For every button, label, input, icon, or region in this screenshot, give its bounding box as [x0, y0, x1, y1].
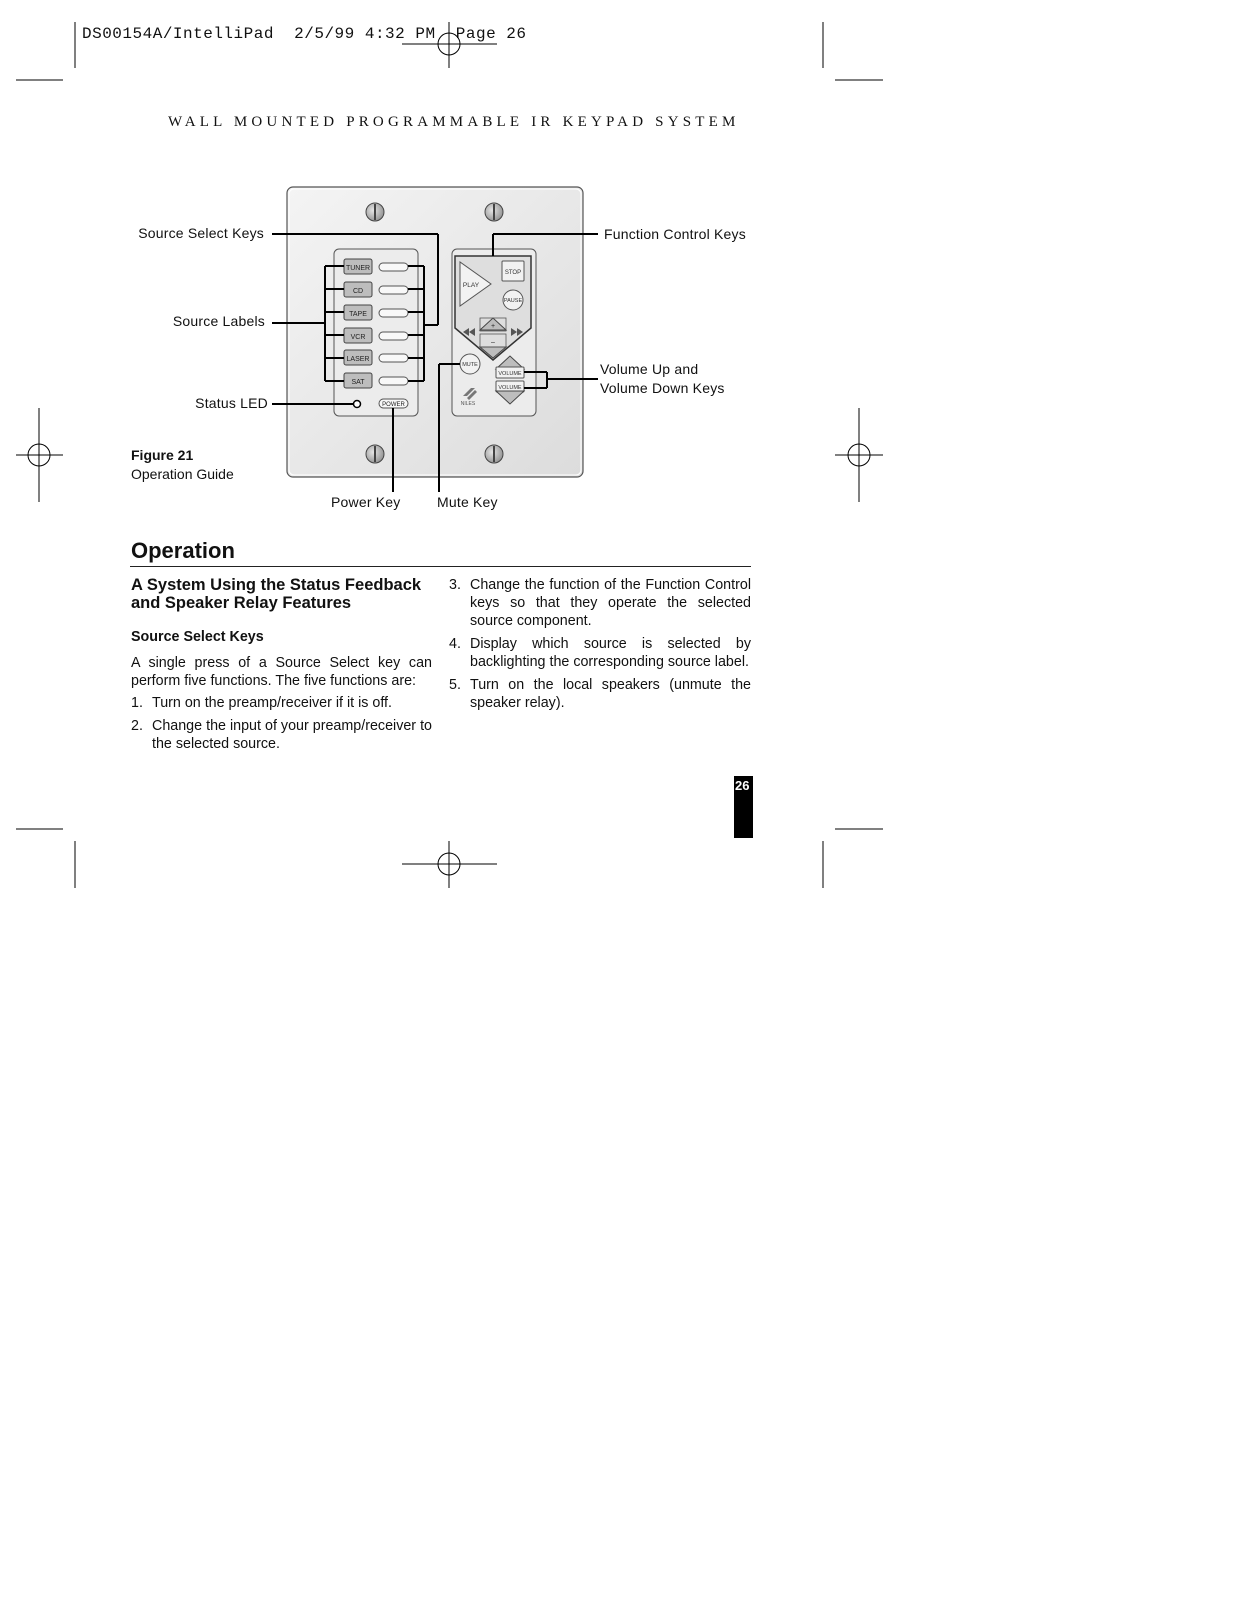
callout-status-led: Status LED	[195, 395, 268, 411]
play-key-label: PLAY	[462, 282, 480, 289]
right-column	[449, 576, 751, 717]
callout-volume-line1: Volume Up and	[600, 361, 699, 377]
function-list	[131, 694, 432, 753]
callout-volume-line2: Volume Down Keys	[600, 380, 725, 396]
function-list-continued	[449, 576, 751, 712]
running-head: WALL MOUNTED PROGRAMMABLE IR KEYPAD SYSTEM	[168, 114, 740, 130]
mute-key-label: MUTE	[462, 362, 478, 368]
callout-source-select-keys: Source Select Keys	[138, 225, 264, 241]
source-label-window	[379, 332, 408, 340]
figure-caption	[131, 446, 234, 484]
list-item: 2. Change the input of your preamp/receiver to the selected source.	[131, 718, 432, 752]
list-item: 5. Turn on the local speakers (unmute the speaker relay).	[449, 677, 751, 711]
wall-plate	[287, 187, 583, 477]
figure-title: Operation Guide	[131, 466, 234, 482]
figure-number: Figure 21	[131, 447, 194, 463]
source-label-window	[379, 377, 408, 385]
section-rule	[130, 566, 751, 567]
svg-text:+: +	[490, 323, 496, 330]
status-led	[354, 401, 361, 408]
page-number-tab	[734, 776, 753, 838]
stop-key-label: STOP	[504, 270, 522, 276]
key-label-cd: CD	[352, 288, 364, 295]
list-item: 4. Display which source is selected by backlighting the corresponding source label.	[449, 636, 751, 670]
key-label-laser: LASER	[346, 356, 370, 363]
left-column	[131, 576, 432, 758]
minor-heading: Source Select Keys	[131, 629, 264, 645]
page-number: 26	[735, 778, 750, 793]
intro-paragraph: A single press of a Source Select key can perform five functions. The five functions are:	[131, 655, 432, 689]
key-label-sat: SAT	[351, 379, 365, 386]
callout-function-control-keys: Function Control Keys	[604, 226, 746, 242]
source-label-window	[379, 309, 408, 317]
power-key-label: POWER	[382, 402, 405, 408]
source-label-window	[379, 354, 408, 362]
callout-source-labels: Source Labels	[172, 313, 265, 329]
source-label-window	[379, 286, 408, 294]
key-label-tape: TAPE	[349, 311, 367, 318]
volume-down-label: VOLUME	[498, 385, 522, 391]
subheading: A System Using the Status Feedback and Speaker Relay Features	[131, 576, 422, 612]
key-label-tuner: TUNER	[345, 265, 371, 272]
print-slug: DS00154A/IntelliPad 2/5/99 4:32 PM Page 26	[82, 25, 527, 43]
svg-text:–: –	[491, 339, 495, 346]
list-item: 1. Turn on the preamp/receiver if it is off.	[131, 695, 392, 711]
brand-label: NILES	[460, 401, 476, 407]
callout-mute-key: Mute Key	[437, 494, 498, 510]
list-item: 3. Change the function of the Function Control keys so that they operate the selected source component.	[449, 577, 751, 629]
section-title: Operation	[131, 538, 235, 563]
volume-up-label: VOLUME	[498, 371, 522, 377]
callout-power-key: Power Key	[331, 494, 401, 510]
pause-key-label: PAUSE	[503, 298, 523, 304]
key-label-vcr: VCR	[350, 334, 366, 341]
source-label-window	[379, 263, 408, 271]
